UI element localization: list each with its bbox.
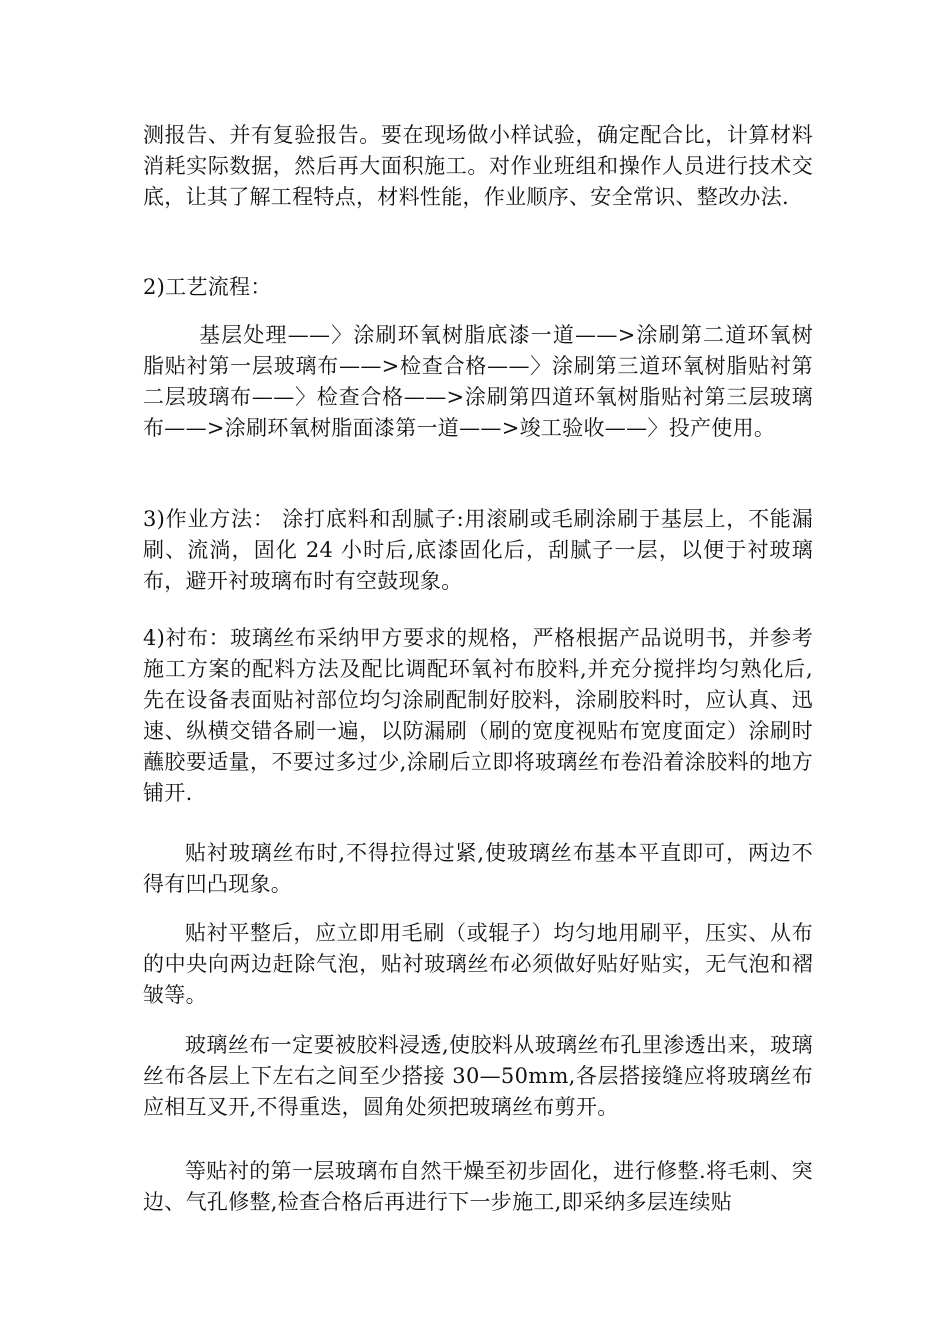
paragraph-process-flow: 基层处理——〉涂刷环氧树脂底漆一道——>涂刷第二道环氧树脂贴衬第一层玻璃布——>检查合格——〉涂刷第三道环氧树脂贴衬第二层玻璃布——〉检查合格——>涂刷第四道环氧树脂贴衬第三层玻璃布——>涂刷环氧树脂面漆第一道——>竣工验收——〉投产使用。 <box>143 323 813 440</box>
paragraph-test-report: 测报告、并有复验报告。要在现场做小样试验，确定配合比，计算材料消耗实际数据，然后再大面积施工。对作业班组和操作人员进行技术交底，让其了解工程特点，材料性能，作业顺序、安全常识、整改办法. <box>143 123 813 209</box>
paragraph-first-layer-curing: 等贴衬的第一层玻璃布自然干燥至初步固化，进行修整.将毛刺、突边、气孔修整,检查合格后再进行下一步施工,即采纳多层连续贴 <box>143 1159 813 1214</box>
paragraph-lining: 4)衬布：玻璃丝布采纳甲方要求的规格，严格根据产品说明书，并参考施工方案的配料方法及配比调配环氧衬布胶料,并充分搅拌均匀熟化后,先在设备表面贴衬部位均匀涂刷配制好胶料，涂刷胶料时，应认真、迅速、纵横交错各刷一遍，以防漏刷（刷的宽度视贴布宽度面定）涂刷时蘸胶要适量，不要过多过少,涂刷后立即将玻璃丝布卷沿着涂胶料的地方铺开. <box>143 626 813 805</box>
paragraph-lining-tension: 贴衬玻璃丝布时,不得拉得过紧,使玻璃丝布基本平直即可，两边不得有凹凸现象。 <box>143 841 813 896</box>
paragraph-work-method: 3)作业方法： 涂打底料和刮腻子:用滚刷或毛刷涂刷于基层上，不能漏刷、流淌，固化 24 小时后,底漆固化后，刮腻子一层，以便于衬玻璃布，避开衬玻璃布时有空鼓现象。 <box>143 507 813 593</box>
paragraph-lining-smoothing: 贴衬平整后，应立即用毛刷（或辊子）均匀地用刷平，压实、从布的中央向两边赶除气泡，贴衬玻璃丝布必须做好贴好贴实，无气泡和褶皱等。 <box>143 921 813 1007</box>
paragraph-cloth-soaking: 玻璃丝布一定要被胶料浸透,使胶料从玻璃丝布孔里渗透出来，玻璃丝布各层上下左右之间至少搭接 30—50mm,各层搭接缝应将玻璃丝布应相互叉开,不得重迭，圆角处须把玻璃丝布剪开。 <box>143 1033 813 1119</box>
heading-process-flow: 2)工艺流程： <box>143 275 272 299</box>
